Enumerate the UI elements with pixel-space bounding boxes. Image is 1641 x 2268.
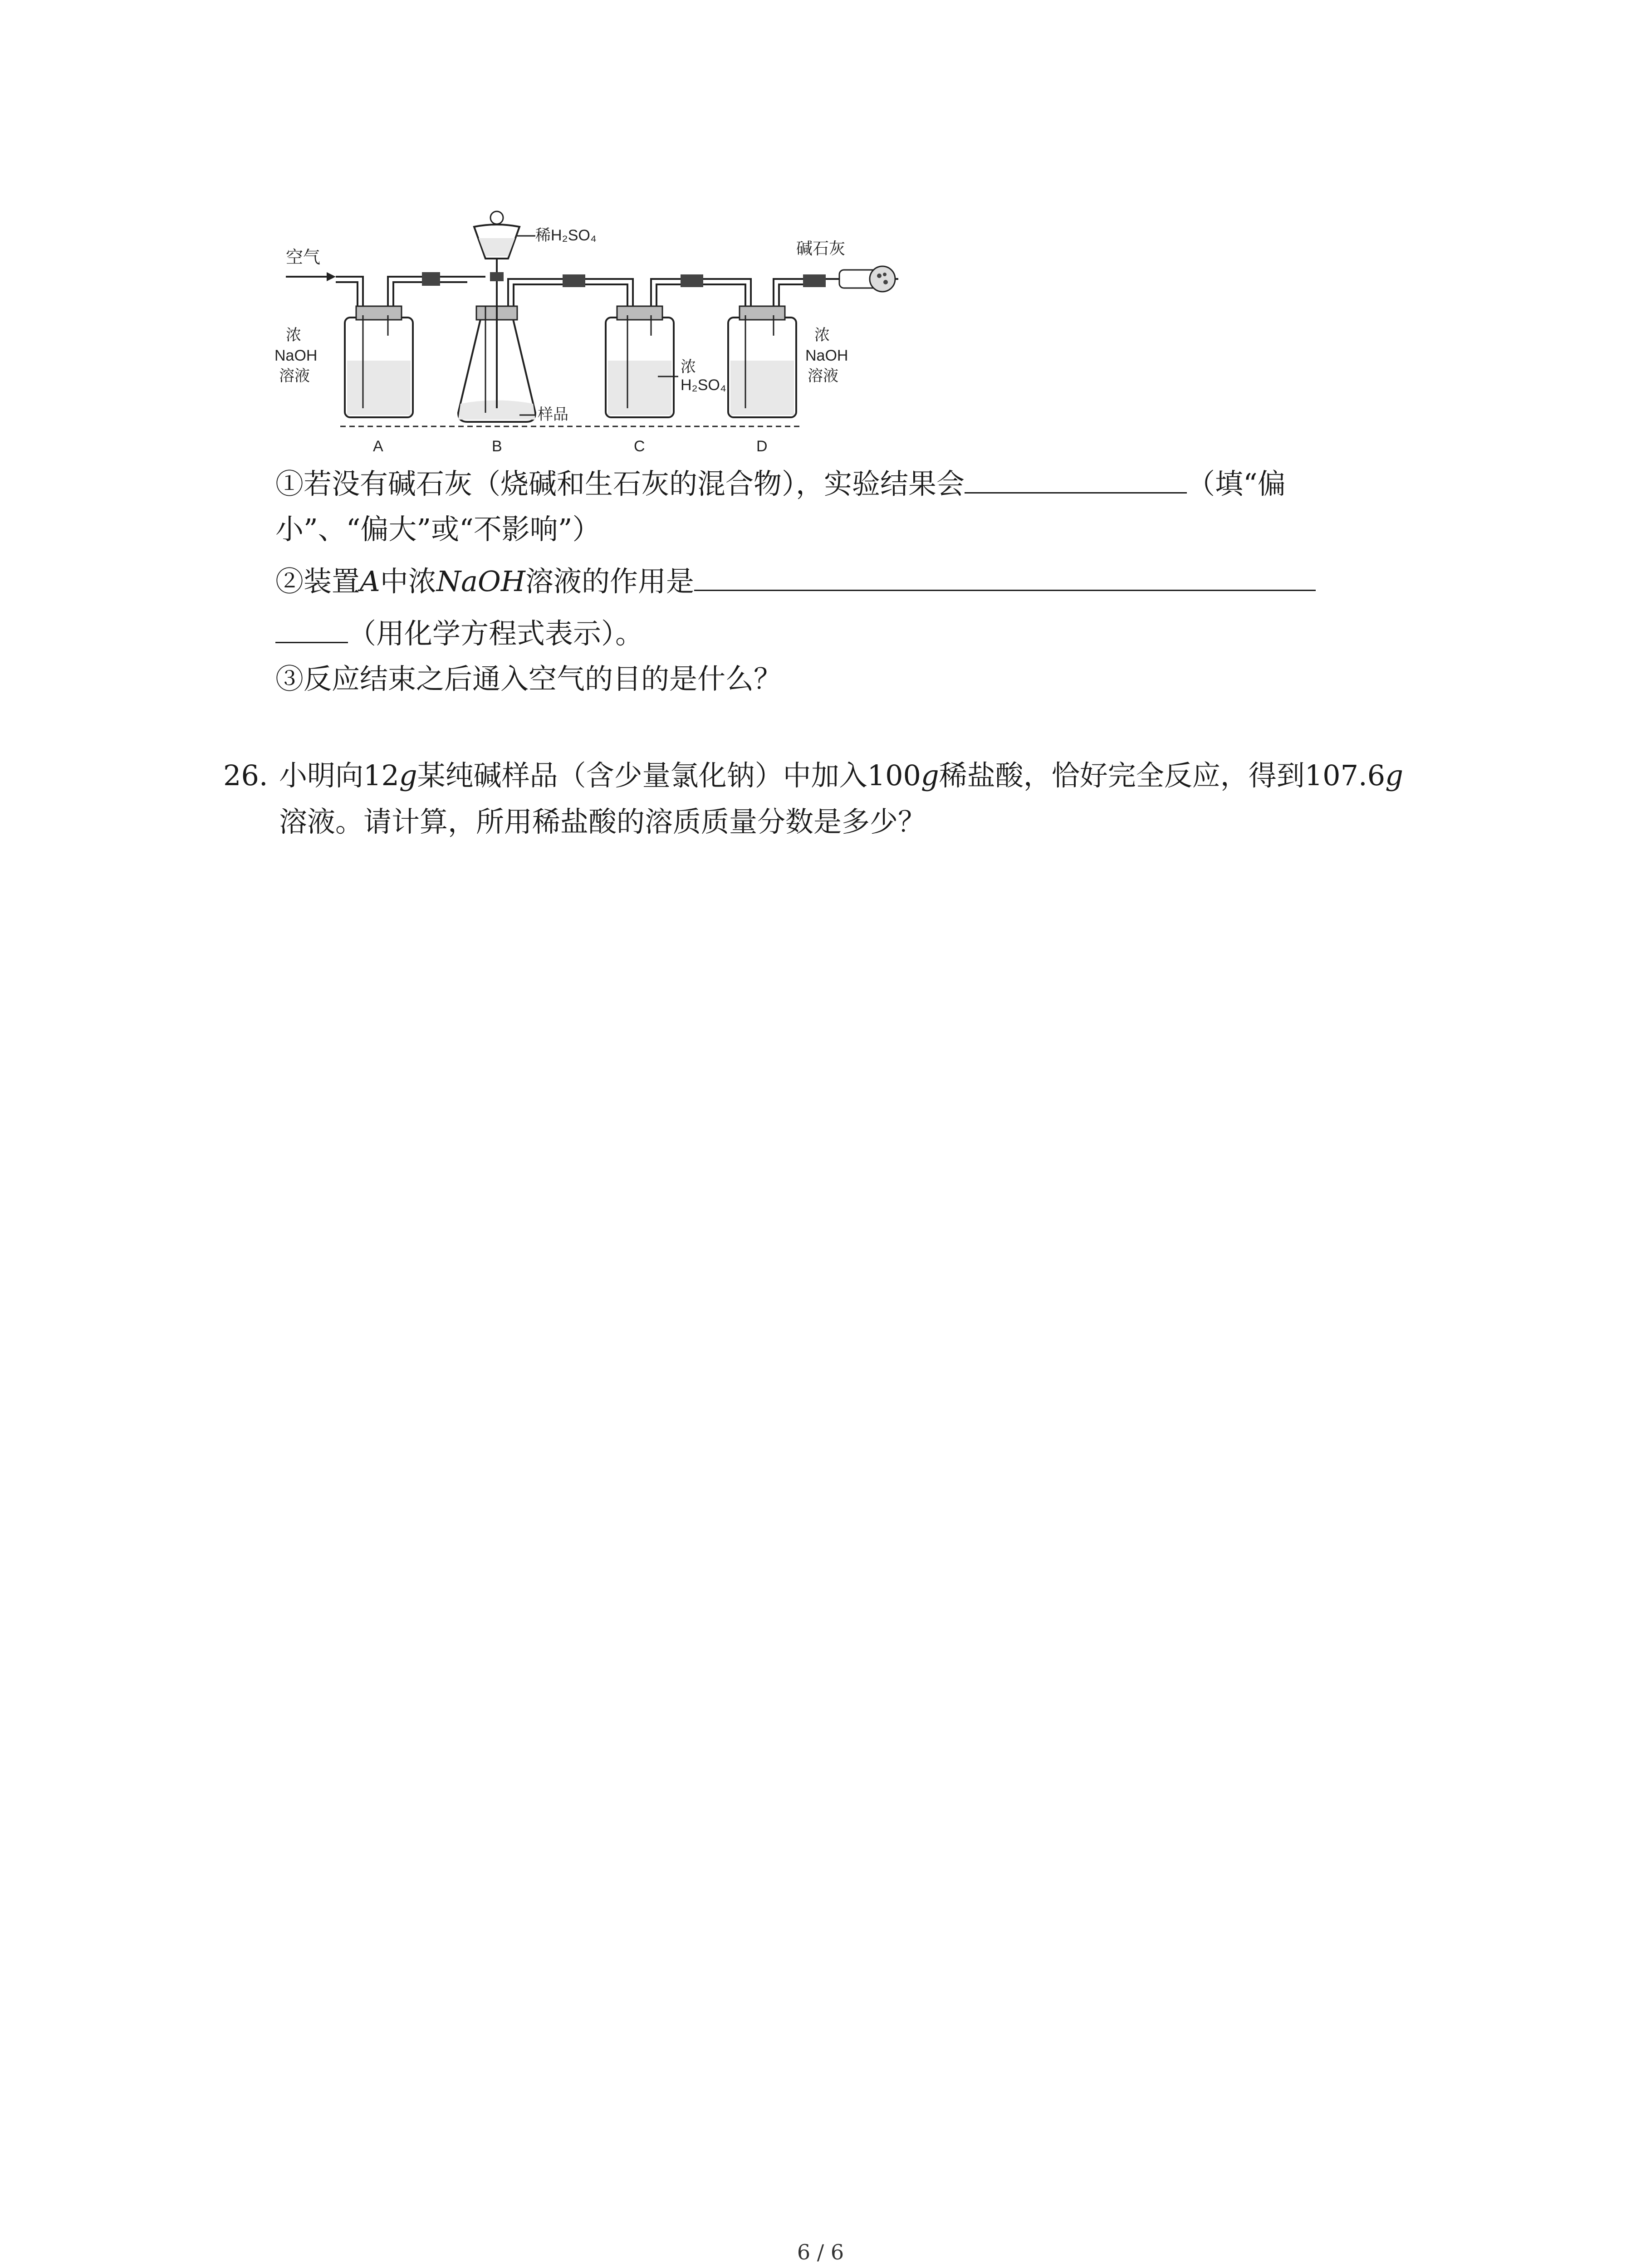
apparatus-diagram — [272, 204, 898, 458]
bottle-c-label-2: H₂SO₄ — [681, 376, 726, 394]
letter-b: B — [492, 438, 502, 455]
mass-acid-value: 100 — [867, 759, 921, 792]
apparatus-figure — [272, 204, 898, 458]
question-1-after-blank: （填“偏 — [1187, 467, 1286, 500]
air-label: 空气 — [286, 248, 321, 267]
question-3: ③反应结束之后通入空气的目的是什么？ — [275, 662, 782, 695]
answer-blank-1[interactable] — [965, 465, 1187, 494]
sample-label: 样品 — [538, 406, 568, 423]
bottle-a-label-3: 溶液 — [279, 367, 310, 385]
question-1-text: ①若没有碱石灰（烧碱和生石灰的混合物），实验结果会 — [275, 467, 965, 500]
question-26-number: 26. — [223, 759, 268, 792]
answer-blank-2[interactable] — [694, 562, 1316, 591]
question-2-line-2-text: （用化学方程式表示）。 — [348, 617, 644, 650]
question-2-part-3: 溶液的作用是 — [525, 565, 694, 598]
bottle-d-label-3: 溶液 — [808, 367, 838, 385]
mass-solution-unit: g — [1385, 759, 1403, 792]
mass-sample-unit: g — [399, 759, 417, 792]
bottle-a-label-2: NaOH — [274, 347, 318, 364]
variable-a: A — [360, 565, 380, 598]
question-1-line-2: 小”、“偏大”或“不影响”） — [275, 513, 601, 546]
question-26-line-1 — [279, 757, 1403, 795]
bottle-d-label-1: 浓 — [814, 327, 830, 344]
answer-blank-2-continued[interactable] — [275, 615, 348, 643]
mass-sample-value: 12 — [363, 759, 399, 792]
bottle-d-label-2: NaOH — [805, 347, 848, 364]
bottle-a-label-1: 浓 — [286, 327, 301, 344]
question-26-text-1: 小明向 — [279, 759, 364, 792]
bottle-c-label-1: 浓 — [681, 358, 696, 376]
letter-c: C — [634, 438, 645, 455]
variable-naoh: NaOH — [436, 565, 525, 598]
funnel-label: 稀H₂SO₄ — [535, 227, 597, 244]
question-2-part-1: ②装置 — [275, 565, 360, 598]
question-26-line-2: 溶液。请计算，所用稀盐酸的溶质质量分数是多少？ — [279, 805, 926, 838]
mass-solution-value: 107.6 — [1304, 759, 1386, 792]
letter-a: A — [373, 438, 383, 455]
question-2-part-2: 中浓 — [380, 565, 436, 598]
question-1-line-1 — [275, 465, 1286, 503]
soda-lime-label: 碱石灰 — [796, 239, 846, 258]
page-number: 6 / 6 — [797, 2240, 844, 2264]
letter-d: D — [756, 438, 768, 455]
question-2-line-1 — [275, 562, 1316, 601]
question-26-text-2: 某纯碱样品（含少量氯化钠）中加入 — [417, 759, 867, 792]
question-2-line-2 — [275, 615, 643, 653]
mass-acid-unit: g — [921, 759, 939, 792]
question-26-text-3: 稀盐酸，恰好完全反应，得到 — [939, 759, 1305, 792]
